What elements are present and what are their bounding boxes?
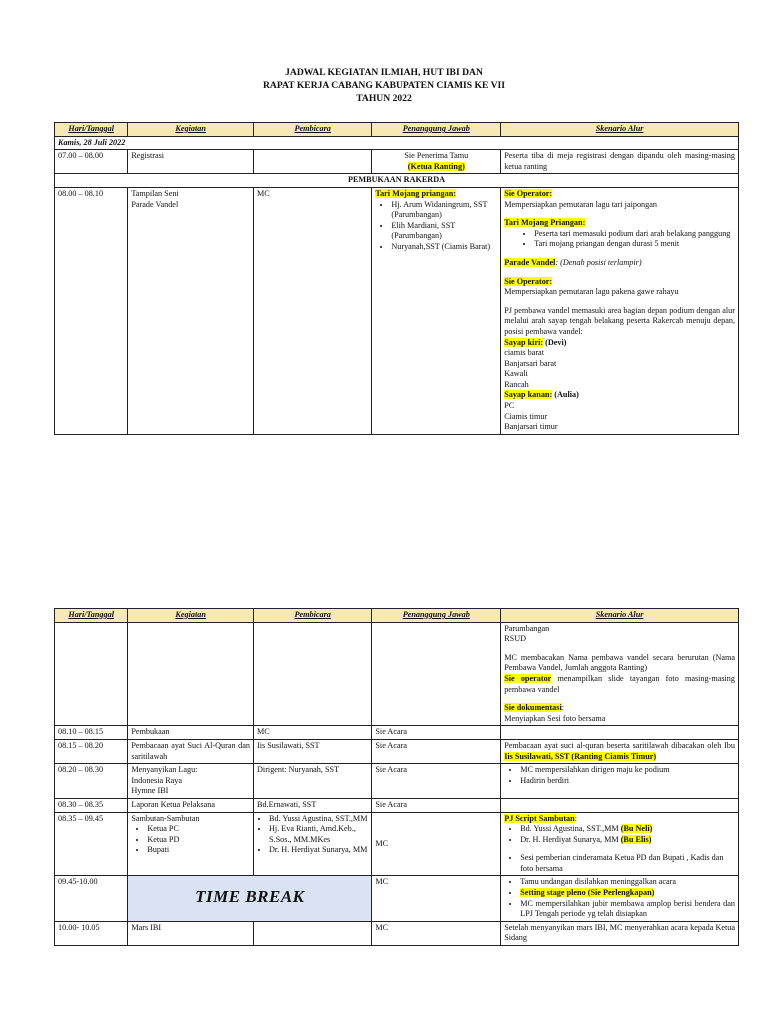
pj-cell: MC (372, 921, 501, 945)
list-item: • Peserta tari memasuki podium dari arah belakang panggung (534, 229, 735, 240)
pembicara-cell: Dirigent: Nuryanah, SST (254, 764, 372, 799)
list-item: • Bd. Yussi Agustina, SST.,MM (269, 814, 368, 825)
list-item: Banjarsari timur (504, 422, 558, 432)
time-cell: 08.35 – 09.45 (55, 812, 128, 876)
time-cell: 08.15 – 08.20 (55, 739, 128, 763)
pembicara-cell: MC (254, 187, 372, 434)
list-item: Parumbangan (504, 623, 550, 633)
label-highlight: Tari Mojang Priangan: (504, 218, 586, 228)
label-highlight: PJ Script Sambutan (504, 813, 575, 823)
skenario-cell: Setelah menyanyikan mars IBI, MC menyerahkan acara kepada Ketua Sidang (501, 921, 739, 945)
kegiatan-cell: Registrasi (128, 150, 254, 174)
label-highlight: Sie Operator: (504, 188, 553, 198)
pembicara-cell (254, 812, 372, 876)
pembicara-cell: Iis Susilawati, SST (254, 739, 372, 763)
table-row (55, 764, 739, 799)
skenario-cell (501, 622, 739, 726)
table-header-row (55, 609, 739, 623)
kegiatan-line: Hymne IBI (131, 786, 169, 796)
doc-title-line-2: RAPAT KERJA CABANG KABUPATEN CIAMIS KE VII (262, 80, 505, 91)
list-item: ciamis barat (504, 348, 544, 358)
header-kegiatan: Kegiatan (128, 609, 254, 623)
table-row (55, 812, 739, 876)
list-item: • MC mempersilahkan jubir membawa amplop berisi bendera dan LPJ Tengah periode yg telah disiapkan (520, 899, 735, 920)
skenario-text: Menyiapkan Sesi foto bersama (504, 713, 606, 723)
skenario-text: Mempersiapkan pemutaran lagu tari jaipongan (504, 199, 657, 209)
pembicara-cell (254, 921, 372, 945)
skenario-text: Bd. Yussi Agustina, SST.,MM (520, 824, 621, 834)
kegiatan-cell: Pembukaan (128, 726, 254, 740)
pj-heading: Tari Mojang priangan: (375, 188, 457, 198)
pj-cell (372, 187, 501, 434)
skenario-cell (501, 876, 739, 921)
list-item: Kawali (504, 369, 528, 379)
time-break-label: TIME BREAK (195, 886, 305, 906)
list-item: RSUD (504, 634, 527, 644)
skenario-text: Mempersiapkan pemutaran lagu pakena gawe rahayu (504, 287, 679, 297)
header-hari: Hari/Tanggal (55, 123, 128, 137)
pj-cell: Sie Acara (372, 726, 501, 740)
pembicara-cell: MC (254, 726, 372, 740)
label-highlight: Iis Susilawati, SST (Ranting Ciamis Timur) (504, 751, 657, 761)
list-item: • Sesi pemberian cinderamata Ketua PD dan Bupati , Kadis dan foto bersama (520, 853, 735, 874)
kegiatan-cell (128, 764, 254, 799)
kegiatan-cell: Pembacaan ayat Suci Al-Quran dan saritilawah (128, 739, 254, 763)
time-cell: 09.45-10.00 (55, 876, 128, 921)
time-cell: 10.00- 10.05 (55, 921, 128, 945)
pj-list (375, 200, 497, 253)
list-item: • Ketua PD (147, 835, 250, 846)
list-item (520, 835, 735, 846)
pj-cell: MC (372, 812, 501, 876)
list-item: • Tamu undangan disilahkan meninggalkan acara (520, 877, 735, 888)
skenario-list (504, 765, 735, 786)
header-skenario: Skenario Alur (501, 123, 739, 137)
colon: : (574, 813, 577, 823)
list-item: • MC mempersilahkan dirigen maju ke podium (520, 765, 735, 776)
list-item: • Bupati (147, 845, 250, 856)
label-highlight: Sie dokumentasi (504, 703, 562, 713)
kegiatan-line: Parade Vandel (131, 199, 179, 209)
header-pembicara: Pembicara (254, 123, 372, 137)
time-cell: 08.00 – 08.10 (55, 187, 128, 434)
skenario-cell (501, 812, 739, 876)
label-highlight: Sie Operator: (504, 276, 553, 286)
kegiatan-line: Tampilan Seni (131, 188, 179, 198)
kegiatan-line: Indonesia Raya (131, 775, 183, 785)
tari-list (504, 229, 735, 250)
pj-cell: Sie Acara (372, 764, 501, 799)
time-break-cell (128, 876, 372, 921)
label-highlight: (Bu Elis) (620, 834, 652, 844)
pembicara-cell (254, 622, 372, 726)
pj-highlight: (Ketua Ranting) (407, 161, 465, 171)
schedule-table-1 (54, 122, 739, 435)
list-item: PC (504, 401, 515, 411)
pj-cell (372, 150, 501, 174)
label-highlight: Parade Vandel (504, 257, 556, 267)
list-item (520, 824, 735, 835)
pj-cell: MC (372, 876, 501, 921)
header-penanggung-jawab: Penanggung Jawab (372, 609, 501, 623)
schedule-table-2 (54, 608, 739, 946)
pembicara-list (257, 814, 368, 856)
label-highlight: Sayap kanan: (504, 390, 553, 400)
kegiatan-line: Sambutan-Sambutan (131, 813, 200, 823)
doc-title-line-3: TAHUN 2022 (356, 93, 412, 104)
list-item: • Hj. Arum Widaningrum, SST (Parumbangan) (391, 200, 497, 221)
list-item: Banjarsari barat (504, 358, 557, 368)
sayap-kanan-name: (Aulia) (552, 390, 579, 400)
table-header-row (55, 123, 739, 137)
list-item: • Hj. Eva Rianti, Amd.Keb., S.Sos., MM.MKes (269, 824, 368, 845)
table-row (55, 187, 739, 434)
header-skenario: Skenario Alur (501, 609, 739, 623)
list-item (520, 888, 735, 899)
section-row (55, 174, 739, 188)
time-cell: 08.10 – 08.15 (55, 726, 128, 740)
table-row (55, 921, 739, 945)
label-highlight: Sie operator (504, 673, 552, 683)
time-cell: 07.00 – 08.00 (55, 150, 128, 174)
table-row (55, 876, 739, 921)
header-kegiatan: Kegiatan (128, 123, 254, 137)
list-item: • Dr. H. Herdiyat Sunarya, MM (269, 845, 368, 856)
kegiatan-cell (128, 187, 254, 434)
kegiatan-list (131, 824, 250, 856)
pj-cell: Sie Acara (372, 798, 501, 812)
date-cell: Kamis, 28 Juli 2022 (55, 136, 739, 150)
list-item: • Tari mojang priangan dengan durasi 5 menit (534, 239, 735, 250)
pj-text: Sie Penerima Tamu (404, 151, 469, 161)
skenario-cell (501, 187, 739, 434)
skenario-text: menampilkan slide tayangan foto masing-masing pembawa vandel (504, 673, 735, 694)
skenario-cell (501, 726, 739, 740)
table-row (55, 798, 739, 812)
kegiatan-cell (128, 622, 254, 726)
date-row (55, 136, 739, 150)
list-item: • Elih Mardiani, SST (Parumbangan) (391, 221, 497, 242)
doc-title-line-1: JADWAL KEGIATAN ILMIAH, HUT IBI DAN (285, 67, 483, 78)
label-highlight: (Bu Neli) (620, 824, 653, 834)
time-cell (55, 622, 128, 726)
skenario-text: Pembacaan ayat suci al-quran beserta saritilawah dibacakan oleh Ibu (504, 740, 735, 750)
list-item: • Nuryanah,SST (Ciamis Barat) (391, 242, 497, 253)
kegiatan-line: Menyanyikan Lagu: (131, 765, 198, 775)
skenario-cell (501, 764, 739, 799)
skenario-text: MC membacakan Nama pembawa vandel secara berurutan (Nama Pembawa Vandel, Jumlah anggota Ranting) (504, 652, 735, 673)
pembicara-cell: Bd.Ernawati, SST (254, 798, 372, 812)
header-pembicara: Pembicara (254, 609, 372, 623)
parade-note: : (Denah posisi terlampir) (555, 257, 642, 267)
skenario-list (504, 877, 735, 919)
skenario-cell (501, 798, 739, 812)
header-hari: Hari/Tanggal (55, 609, 128, 623)
table-row (55, 726, 739, 740)
table-row (55, 150, 739, 174)
skenario-cell (501, 739, 739, 763)
colon: : (561, 703, 565, 713)
time-cell: 08.30 – 08.35 (55, 798, 128, 812)
skenario-text: PJ pembawa vandel memasuki area bagian depan podium dengan alur melalui arah sayap tengah belakang peserta Rakercab menuju depan, posisi pembawa vandel: (504, 305, 735, 336)
kegiatan-cell (128, 812, 254, 876)
section-title: PEMBUKAAN RAKERDA (55, 174, 739, 188)
label-highlight: Setting stage pleno (Sie Perlengkapan) (520, 888, 655, 898)
list-item: Rancah (504, 379, 529, 389)
kegiatan-cell: Laporan Ketua Pelaksana (128, 798, 254, 812)
list-item: Ciamis timur (504, 411, 548, 421)
skenario-text: Dr. H. Herdiyat Sunarya, MM (520, 834, 621, 844)
skenario-list (504, 824, 735, 845)
pj-cell (372, 622, 501, 726)
table-row (55, 739, 739, 763)
skenario-cell: Peserta tiba di meja registrasi dengan dipandu oleh masing-masing ketua ranting (501, 150, 739, 174)
sayap-kiri-name: (Devi) (543, 337, 567, 347)
list-item: • Hadirin berdiri (520, 776, 735, 787)
pj-cell: Sie Acara (372, 739, 501, 763)
skenario-list (504, 853, 735, 874)
time-cell: 08.20 – 08.30 (55, 764, 128, 799)
header-penanggung-jawab: Penanggung Jawab (372, 123, 501, 137)
label-highlight: Sayap kiri: (504, 337, 544, 347)
list-item: • Ketua PC (147, 824, 250, 835)
pembicara-cell (254, 150, 372, 174)
kegiatan-cell: Mars IBI (128, 921, 254, 945)
table-row (55, 622, 739, 726)
